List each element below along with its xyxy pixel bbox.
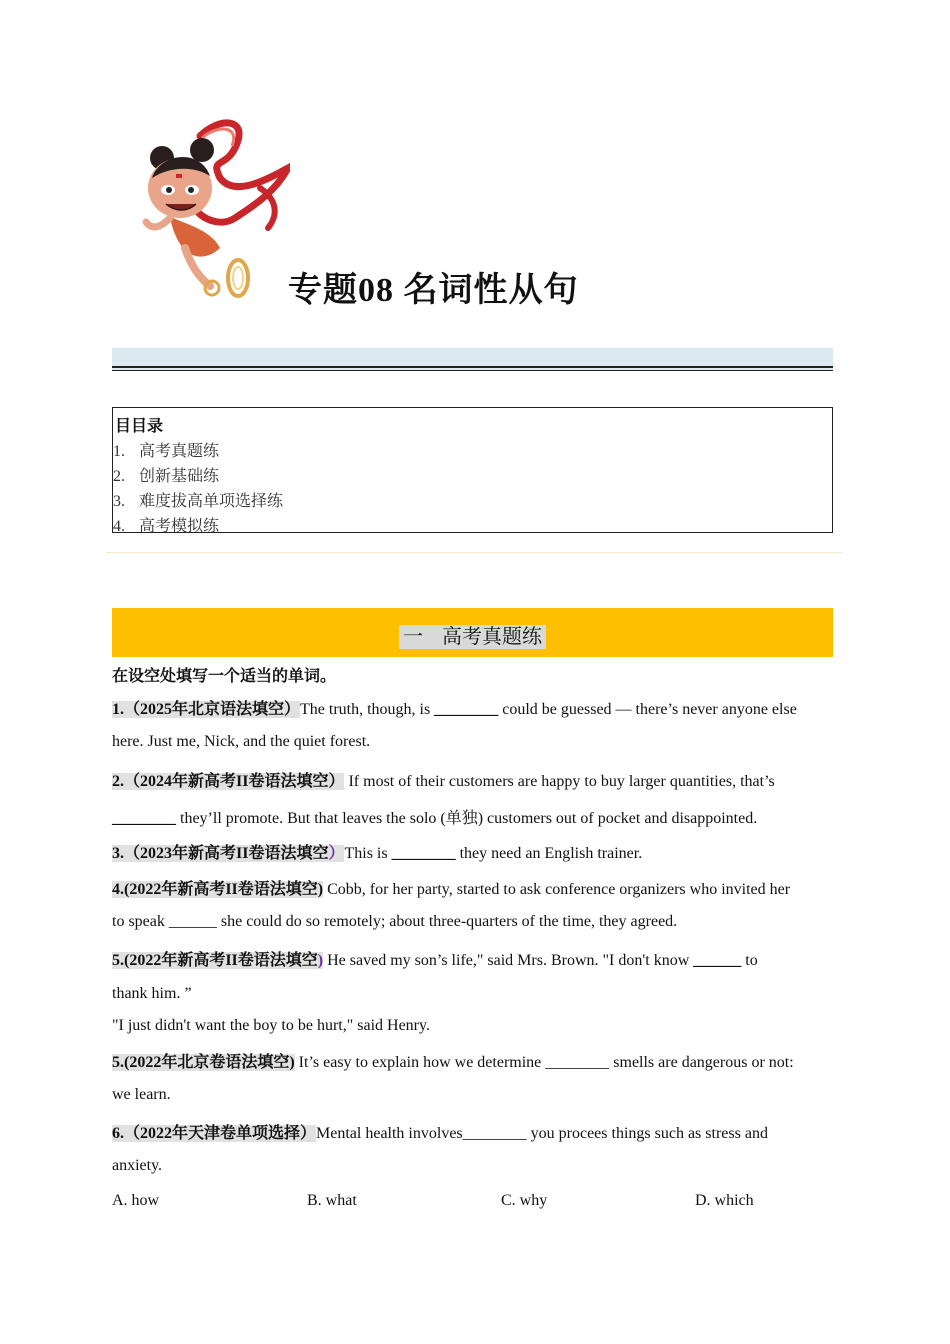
toc-heading: 目目录 [115, 418, 164, 435]
toc-item-label: 高考真题练 [139, 443, 220, 460]
mascot-illustration [140, 118, 290, 303]
question-text: It’s easy to explain how we determine ________ smells are dangerous or not: [294, 1054, 794, 1071]
question-source-label: 6.（2022年天津卷单项选择） [112, 1125, 317, 1142]
question-text: they’ll promote. But that leaves the solo (单独) customers out of pocket and disappointed. [176, 810, 758, 827]
toc-item-label: 高考模拟练 [139, 518, 220, 535]
answer-blank[interactable]: ________ [434, 701, 499, 718]
question-text: This is [344, 845, 392, 862]
question-text: He saved my son’s life," said Mrs. Brown. "I don't know [323, 952, 694, 969]
question-1-continued: here. Just me, Nick, and the quiet forest. [112, 733, 371, 750]
question-6-continued: anxiety. [112, 1157, 163, 1174]
question-source-label: 1.（2025年北京语法填空） [112, 701, 301, 718]
answer-blank[interactable]: ________ [112, 810, 176, 827]
question-2-continued [112, 805, 757, 828]
question-source-label: 4.(2022年新高考II卷语法填空) [112, 881, 324, 898]
answer-blank[interactable]: ______ [693, 952, 742, 969]
question-3 [112, 840, 642, 863]
question-text: The truth, though, is [300, 701, 435, 718]
section-label: 高考真题练 [442, 626, 542, 648]
question-text: could be guessed — there’s never anyone else [498, 701, 797, 718]
toc-item[interactable] [113, 438, 219, 461]
separator-rule [112, 370, 833, 371]
section-header [112, 608, 833, 657]
question-text: they need an English trainer. [455, 845, 643, 862]
question-source-label: 5.(2022年北京卷语法填空) [112, 1054, 295, 1071]
question-1 [112, 696, 797, 719]
option-a[interactable]: A. how [112, 1192, 160, 1209]
question-text: If most of their customers are happy to buy larger quantities, that’s [344, 773, 775, 790]
question-5 [112, 947, 758, 970]
toc-item[interactable] [113, 463, 219, 486]
question-source-label: 5.(2022年新高考II卷语法填空) [112, 952, 324, 969]
instruction: 在设空处填写一个适当的单词。 [112, 668, 337, 685]
toc-item[interactable] [113, 513, 219, 536]
question-source-label: 2.（2024年新高考II卷语法填空） [112, 773, 345, 790]
question-5-continued: "I just didn't want the boy to be hurt," said Henry. [112, 1017, 430, 1034]
page-title: 专题08 名词性从句 [288, 272, 579, 309]
separator-rule [112, 366, 833, 368]
toc-item[interactable] [113, 488, 283, 511]
question-source-label: 3.（2023年新高考II卷语法填空） [112, 845, 345, 862]
question-4 [112, 876, 790, 899]
question-2 [112, 768, 775, 791]
question-5b-continued: we learn. [112, 1086, 171, 1103]
toc-item-number: 2. [113, 468, 125, 485]
toc-item-number: 4. [113, 518, 125, 535]
option-d[interactable]: D. which [695, 1192, 754, 1209]
question-text: to [741, 952, 758, 969]
toc-item-label: 创新基础练 [139, 468, 220, 485]
option-b[interactable]: B. what [307, 1192, 357, 1209]
question-6 [112, 1120, 768, 1143]
section-title [112, 620, 833, 649]
question-4-continued: to speak ______ she could do so remotely; about three-quarters of the time, they agreed. [112, 913, 678, 930]
answer-blank[interactable]: ________ [391, 845, 456, 862]
divider [106, 552, 842, 553]
question-text: Cobb, for her party, started to ask conference organizers who invited her [323, 881, 791, 898]
toc-item-number: 3. [113, 493, 125, 510]
option-c[interactable]: C. why [501, 1192, 548, 1209]
toc-item-number: 1. [113, 443, 125, 460]
question-5-continued: thank him. ” [112, 985, 192, 1002]
toc-item-label: 难度拔高单项选择练 [139, 493, 284, 510]
question-5b [112, 1049, 794, 1072]
question-text: Mental health involves________ you procees things such as stress and [316, 1125, 768, 1142]
table-of-contents [112, 407, 833, 533]
section-number: 一 [403, 626, 423, 648]
